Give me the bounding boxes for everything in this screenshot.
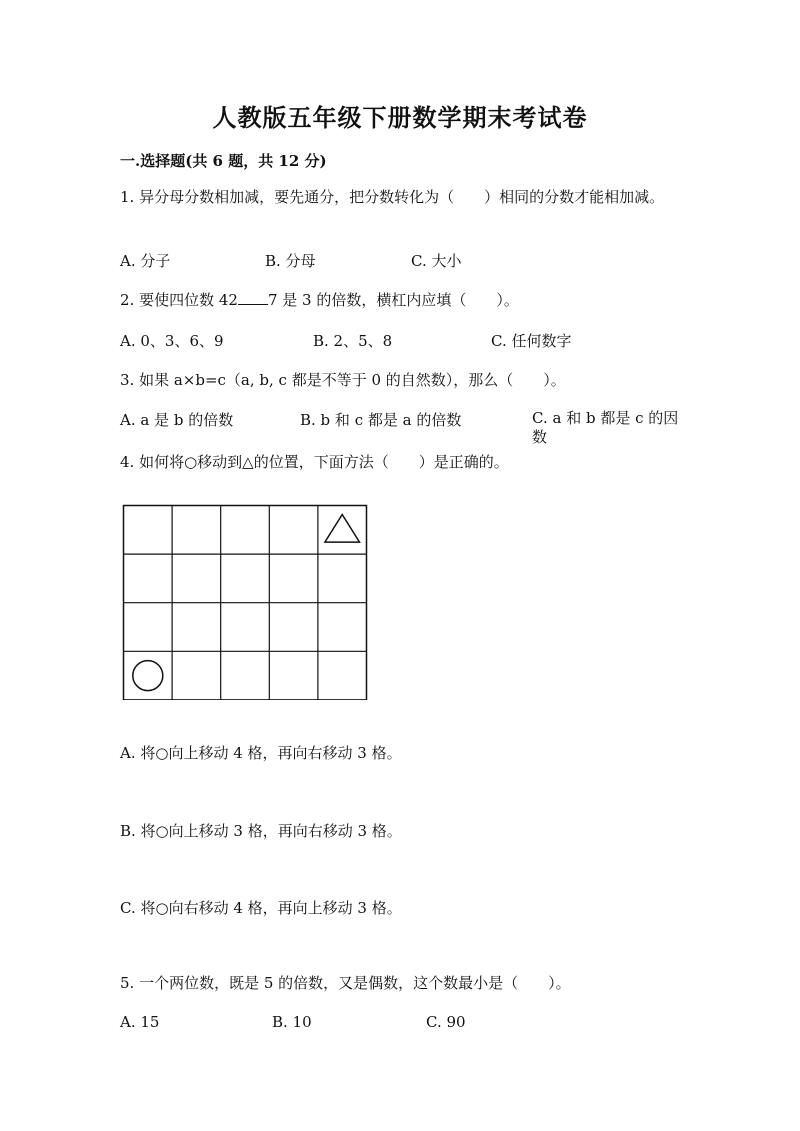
question-3-text: 3. 如果 a×b=c（a, b, c 都是不等于 0 的自然数），那么（ ）。	[120, 371, 566, 389]
q2-text-after: 7 是 3 的倍数，横杠内应填（ ）。	[267, 291, 519, 309]
q3-option-c: C. a 和 b 都是 c 的因数	[532, 409, 679, 446]
question-4-text: 4. 如何将○移动到△的位置，下面方法（ ）是正确的。	[120, 453, 509, 471]
q5-option-b: B. 10	[272, 1013, 312, 1031]
q2-option-c: C. 任何数字	[491, 332, 572, 350]
q4-option-c: C. 将○向右移动 4 格，再向上移动 3 格。	[120, 899, 402, 917]
q4-option-b: B. 将○向上移动 3 格，再向右移动 3 格。	[120, 822, 402, 840]
q2-text-before: 2. 要使四位数 42	[120, 291, 238, 309]
q4-option-a: A. 将○向上移动 4 格，再向右移动 3 格。	[120, 744, 402, 762]
section-heading: 一.选择题(共 6 题，共 12 分)	[120, 152, 327, 170]
move-grid	[122, 504, 368, 700]
page-title: 人教版五年级下册数学期末考试卷	[212, 103, 588, 132]
triangle-shape	[325, 515, 360, 543]
circle-shape	[133, 661, 163, 691]
q1-option-c: C. 大小	[411, 252, 462, 270]
q2-option-b: B. 2、5、8	[313, 332, 393, 350]
q2-option-a: A. 0、3、6、9	[120, 332, 224, 350]
q5-option-a: A. 15	[120, 1013, 160, 1031]
q5-option-c: C. 90	[426, 1013, 466, 1031]
question-1-text: 1. 异分母分数相加减，要先通分，把分数转化为（ ）相同的分数才能相加减。	[120, 188, 665, 206]
q2-blank-line	[238, 292, 268, 305]
q1-option-b: B. 分母	[265, 252, 316, 270]
question-2-text	[120, 289, 519, 310]
q3-option-b: B. b 和 c 都是 a 的倍数	[300, 411, 462, 429]
q3-option-a: A. a 是 b 的倍数	[120, 411, 234, 429]
q1-option-a: A. 分子	[120, 252, 171, 270]
question-5-text: 5. 一个两位数，既是 5 的倍数，又是偶数，这个数最小是（ ）。	[120, 974, 571, 992]
